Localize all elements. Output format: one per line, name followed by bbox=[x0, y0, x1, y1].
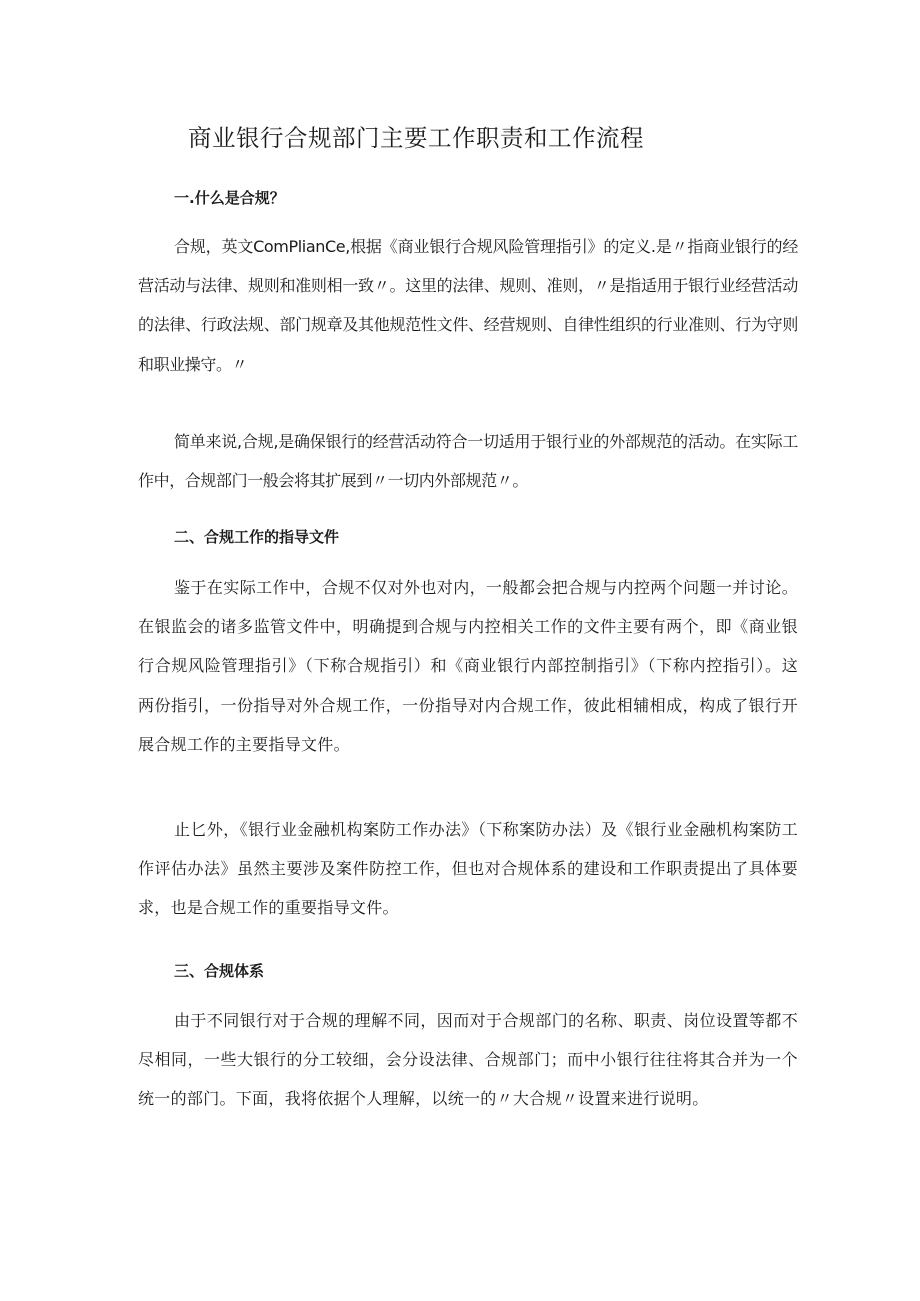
document-title: 商业银行合规部门主要工作职责和工作流程 bbox=[188, 124, 644, 152]
paragraph: 鉴于在实际工作中，合规不仅对外也对内，一般都会把合规与内控两个问题一并讨论。在银监会的诸多监管文件中，明确提到合规与内控相关工作的文件主要有两个，即《商业银行合规风险管理指引》（下称合规指引）和《商业银行内部控制指引》（下称内控指引）。这两份指引，一份指导对外合规工作，一份指导对内合规工作，彼此相辅相成，构成了银行开展合规工作的主要指导文件。 bbox=[138, 578, 798, 754]
section-heading: 二、合规工作的指导文件 bbox=[174, 528, 340, 546]
section-heading: 三、合规体系 bbox=[174, 962, 265, 980]
section-heading: 一.什么是合规？ bbox=[174, 189, 285, 207]
paragraph: 止匕外，《银行业金融机构案防工作办法》（下称案防办法）及《银行业金融机构案防工作评估办法》虽然主要涉及案件防控工作，但也对合规体系的建设和工作职责提出了具体要求，也是合规工作的重要指导文件。 bbox=[138, 820, 798, 918]
paragraph: 简单来说,合规,是确保银行的经营活动符合一切适用于银行业的外部规范的活动。在实际工作中，合规部门一般会将其扩展到〃一切内外部规范〃。 bbox=[138, 432, 798, 491]
paragraph: 合规，英文ComPlianCe,根据《商业银行合规风险管理指引》的定义.是〃指商业银行的经营活动与法律、规则和准则相一致〃。这里的法律、规则、准则，〃是指适用于银行业经营活动的法律、行政法规、部门规章及其他规范性文件、经营规则、自律性组织的行业准则、行为守则和职业操守。〃 bbox=[138, 237, 798, 374]
paragraph: 由于不同银行对于合规的理解不同，因而对于合规部门的名称、职责、岗位设置等都不尽相同，一些大银行的分工较细，会分设法律、合规部门；而中小银行往往将其合并为一个统一的部门。下面，我将依据个人理解，以统一的〃大合规〃设置来进行说明。 bbox=[138, 1011, 798, 1109]
